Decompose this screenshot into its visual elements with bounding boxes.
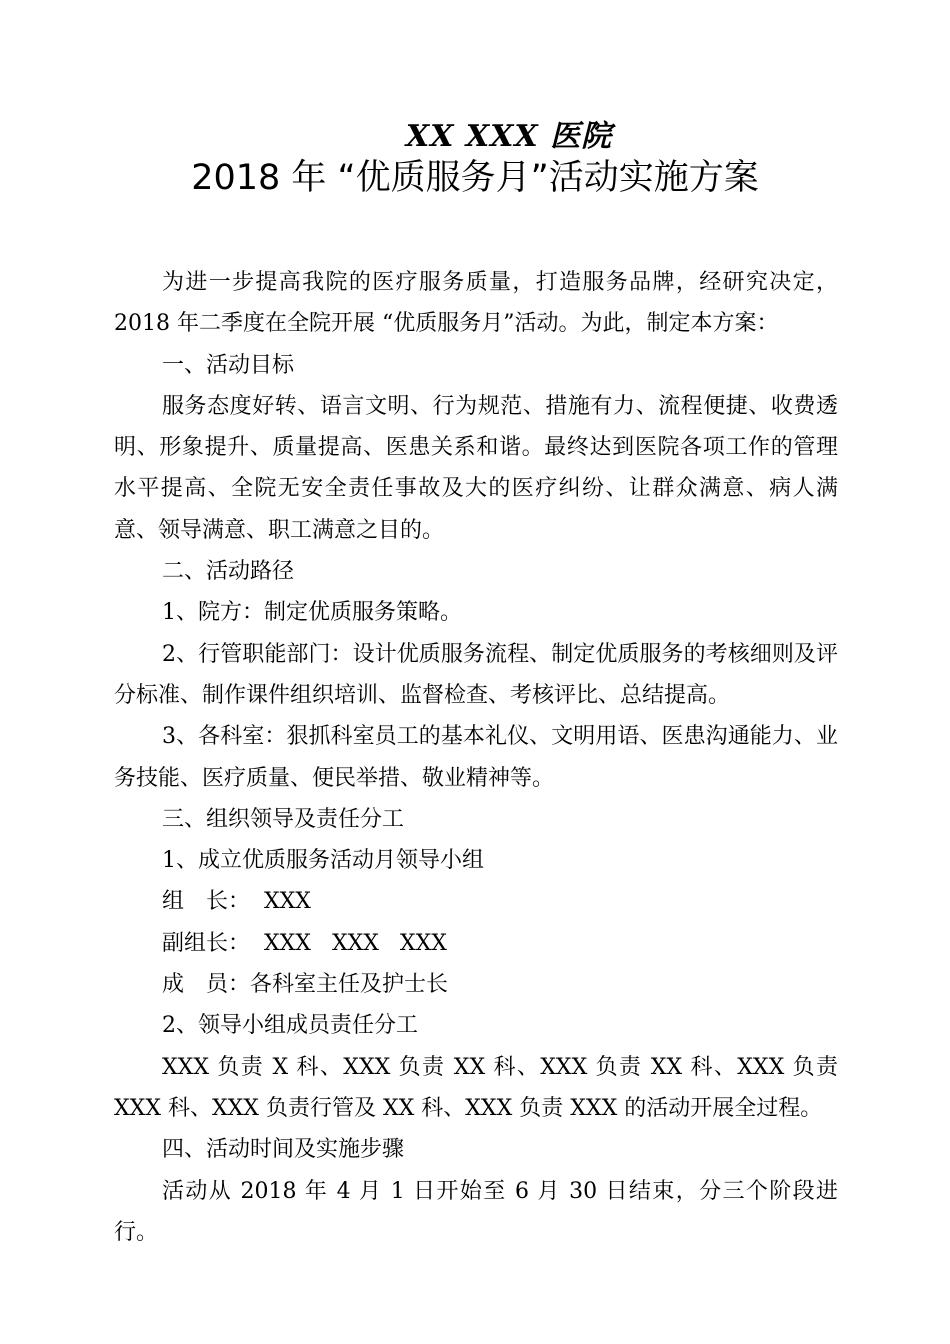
team-leader-line: 组 长： XXX xyxy=(162,889,311,915)
responsibility-paragraph: XXX 负责 X 科、XXX 负责 XX 科、XXX 负责 XX 科、XXX 负责 XXX 科、XXX 负责行管及 XX 科、XXX 负责 XXX 的活动开展全过程。 xyxy=(114,1054,838,1121)
document-body xyxy=(114,262,838,1253)
path-item-2: 2、行管职能部门：设计优质服务流程、制定优质服务的考核细则及评分标准、制作课件组织培训、监督检查、考核评比、总结提高。 xyxy=(114,641,838,708)
path-item-1: 1、院方：制定优质服务策略。 xyxy=(162,600,462,626)
members-line: 成 员：各科室主任及护士长 xyxy=(162,972,449,998)
hospital-name: XX XXX 医院 xyxy=(405,119,613,154)
path-item-3: 3、各科室：狠抓科室员工的基本礼仪、文明用语、医患沟通能力、业务技能、医疗质量、便民举措、敬业精神等。 xyxy=(114,724,838,791)
organization-item-1: 1、成立优质服务活动月领导小组 xyxy=(162,848,484,874)
document-title: 2018 年 “优质服务月”活动实施方案 xyxy=(191,158,759,198)
section-heading-organization: 三、组织领导及责任分工 xyxy=(162,806,405,832)
intro-paragraph: 为进一步提高我院的医疗服务质量，打造服务品牌，经研究决定，2018 年二季度在全院开展 “优质服务月”活动。为此，制定本方案： xyxy=(114,270,838,337)
schedule-paragraph: 活动从 2018 年 4 月 1 日开始至 6 月 30 日结束，分三个阶段进行。 xyxy=(114,1178,838,1245)
section-heading-path: 二、活动路径 xyxy=(162,559,295,585)
deputy-leader-line: 副组长： XXX XXX XXX xyxy=(162,930,447,956)
goals-paragraph: 服务态度好转、语言文明、行为规范、措施有力、流程便捷、收费透明、形象提升、质量提高、医患关系和谐。最终达到医院各项工作的管理水平提高、全院无安全责任事故及大的医疗纠纷、让群众满意、病人满意、领导满意、职工满意之目的。 xyxy=(114,393,838,543)
section-heading-goals: 一、活动目标 xyxy=(162,352,295,378)
section-heading-schedule: 四、活动时间及实施步骤 xyxy=(162,1137,405,1163)
organization-item-2: 2、领导小组成员责任分工 xyxy=(162,1013,418,1039)
